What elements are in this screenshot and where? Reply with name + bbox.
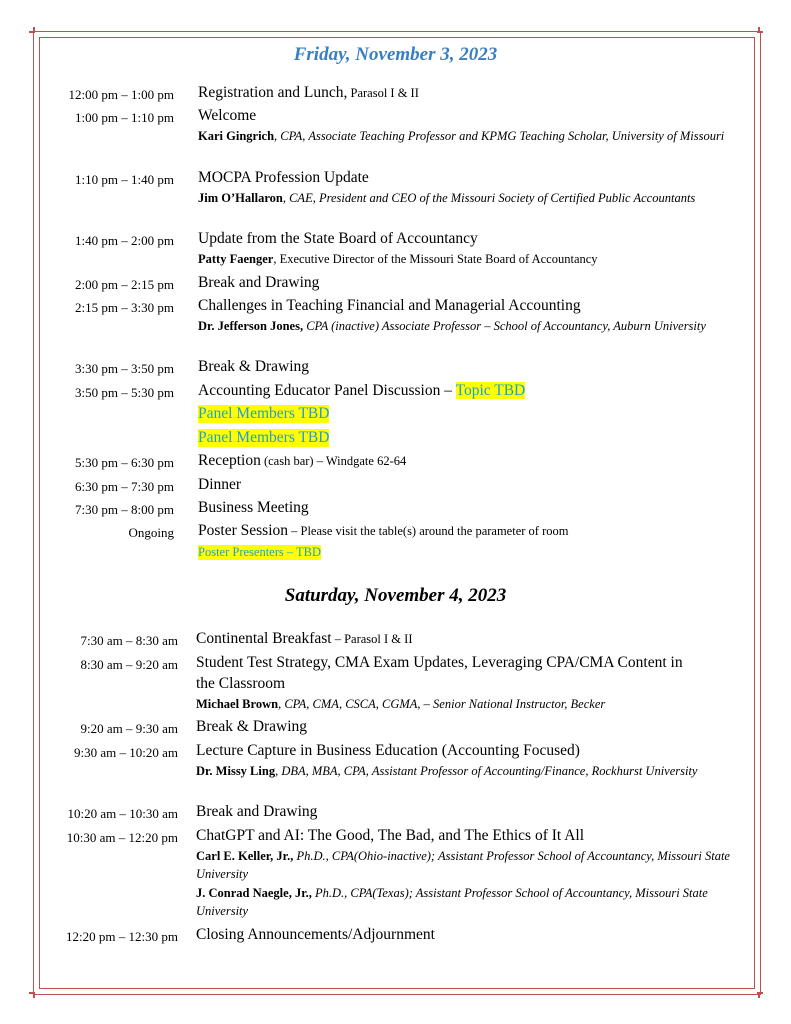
session-time: 2:00 pm – 2:15 pm	[75, 277, 174, 292]
speaker-credentials: Ph.D., CPA(Texas); Assistant Professor School of Accountancy, Missouri State University	[196, 886, 708, 918]
speaker-name: Jim O’Hallaron	[198, 191, 283, 205]
corner-mark	[758, 27, 760, 33]
session-location: – Please visit the table(s) around the parameter of room	[288, 524, 569, 538]
speaker-credentials: Ph.D., CPA(Ohio-inactive); Assistant Professor School of Accountancy, Missouri State University	[196, 849, 730, 881]
session-time: 1:00 pm – 1:10 pm	[75, 110, 174, 125]
speaker-info	[198, 251, 738, 269]
saturday-heading: Saturday, November 4, 2023	[284, 585, 507, 606]
session-title	[198, 452, 406, 470]
session-title: Break & Drawing	[196, 718, 308, 735]
corner-mark	[33, 992, 35, 998]
session-title: Welcome	[198, 107, 257, 124]
speaker-name: Dr. Missy Ling	[196, 764, 276, 778]
topic-tbd-highlight: Topic TBD	[455, 382, 526, 399]
friday-heading: Friday, November 3, 2023	[293, 44, 498, 65]
panel-members-highlight: Panel Members TBD	[198, 405, 330, 422]
corner-mark	[758, 992, 760, 998]
session-title: MOCPA Profession Update	[198, 169, 369, 186]
speaker-credentials: , CPA, Associate Teaching Professor and KPMG Teaching Scholar, University of Missouri	[274, 129, 725, 143]
session-title-text: Accounting Educator Panel Discussion –	[198, 382, 456, 399]
speaker-credentials: , Executive Director of the Missouri State Board of Accountancy	[273, 252, 598, 266]
session-time: 9:30 am – 10:20 am	[74, 745, 178, 760]
session-title: Lecture Capture in Business Education (Accounting Focused)	[196, 742, 580, 759]
session-title	[198, 84, 419, 102]
speaker-name: Patty Faenger	[198, 252, 274, 266]
speaker-info	[198, 128, 738, 146]
session-time: 1:40 pm – 2:00 pm	[75, 233, 174, 248]
session-title	[198, 382, 525, 400]
speaker-credentials: , CPA, CMA, CSCA, CGMA, – Senior National Instructor, Becker	[278, 697, 606, 711]
speaker-info	[198, 190, 718, 208]
session-time: 12:20 pm – 12:30 pm	[66, 929, 178, 944]
session-time: 10:20 am – 10:30 am	[67, 806, 178, 821]
session-time: 7:30 pm – 8:00 pm	[75, 502, 174, 517]
panel-members-highlight: Panel Members TBD	[198, 429, 330, 446]
session-title-text: Reception	[198, 452, 261, 469]
session-title-text: Registration and Lunch,	[198, 84, 348, 101]
session-title-line2: the Classroom	[196, 675, 286, 692]
speaker-name: J. Conrad Naegle, Jr.,	[196, 886, 312, 900]
session-location: (cash bar) – Windgate 62-64	[260, 454, 407, 468]
speaker-name: Kari Gingrich	[198, 129, 275, 143]
speaker-credentials: CPA (inactive) Associate Professor – School of Accountancy, Auburn University	[303, 319, 706, 333]
session-title-text: Poster Session	[198, 522, 288, 539]
session-title	[196, 630, 412, 648]
session-title: Closing Announcements/Adjournment	[196, 926, 435, 943]
session-time: 7:30 am – 8:30 am	[80, 633, 178, 648]
session-title-text: Continental Breakfast	[196, 630, 332, 647]
session-time: 10:30 am – 12:20 pm	[66, 830, 178, 845]
session-title: Dinner	[198, 476, 242, 493]
session-title: Student Test Strategy, CMA Exam Updates, Leveraging CPA/CMA Content in	[196, 654, 683, 671]
session-title: Break and Drawing	[198, 274, 320, 291]
session-title: Break and Drawing	[196, 803, 318, 820]
speaker-info	[196, 763, 736, 781]
session-time: 3:50 pm – 5:30 pm	[75, 385, 174, 400]
session-time: 5:30 pm – 6:30 pm	[75, 455, 174, 470]
session-time: 9:20 am – 9:30 am	[80, 721, 178, 736]
speaker-info	[198, 318, 738, 336]
session-title	[198, 522, 568, 540]
session-time: 12:00 pm – 1:00 pm	[68, 87, 174, 102]
corner-mark	[33, 27, 35, 33]
speaker-info	[196, 848, 741, 883]
speaker-credentials: , CAE, President and CEO of the Missouri Society of Certified Public Accountants	[282, 191, 696, 205]
session-title: Challenges in Teaching Financial and Managerial Accounting	[198, 297, 581, 314]
session-time: 2:15 pm – 3:30 pm	[75, 300, 174, 315]
speaker-credentials: , DBA, MBA, CPA, Assistant Professor of Accounting/Finance, Rockhurst University	[275, 764, 698, 778]
speaker-info	[196, 696, 741, 714]
session-title: Business Meeting	[198, 499, 309, 516]
session-title: Break & Drawing	[198, 358, 310, 375]
session-title: ChatGPT and AI: The Good, The Bad, and The Ethics of It All	[196, 827, 585, 844]
session-time: 3:30 pm – 3:50 pm	[75, 361, 174, 376]
session-time: 8:30 am – 9:20 am	[80, 657, 178, 672]
session-time: 6:30 pm – 7:30 pm	[75, 479, 174, 494]
speaker-name: Michael Brown	[196, 697, 279, 711]
session-time: 1:10 pm – 1:40 pm	[75, 172, 174, 187]
speaker-info	[196, 885, 716, 920]
poster-presenters-highlight: Poster Presenters – TBD	[198, 545, 322, 559]
speaker-name: Dr. Jefferson Jones,	[198, 319, 304, 333]
session-location: Parasol I & II	[347, 86, 419, 100]
speaker-name: Carl E. Keller, Jr.,	[196, 849, 294, 863]
session-title: Update from the State Board of Accountancy	[198, 230, 478, 247]
session-time: Ongoing	[128, 525, 174, 540]
session-location: – Parasol I & II	[331, 632, 413, 646]
